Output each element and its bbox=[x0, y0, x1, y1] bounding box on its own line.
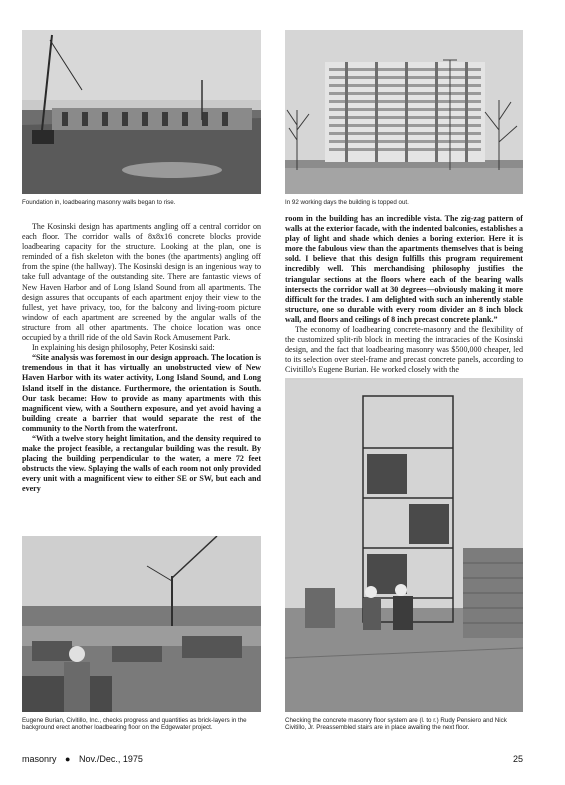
quote-paragraph: room in the building has an incredible vista. The zig-zag pattern of walls at the exterior facade, with the indented balconies, establishes a play of light and shade which denies a boring exterior. Here it is more the fabulous view than the apartments themselves that is being sold. I believe that this design fulfills this program requirement incredibly well. This merchandising philosophy justifies the triangular sections at the floors where each of the bearing walls intersects the corridor wall at 30 degrees—obviously making it more difficult for the trades. I am delighted with such an inherently stable structure, one so durable with every room divider an 8 inch block wall, and floors and ceilings of 8 inch precast concrete plank.” bbox=[285, 214, 523, 324]
photo-burian bbox=[22, 536, 261, 712]
quote-paragraph: “Site analysis was foremost in our design approach. The location is tremendous in that it has virtually an unobstructed view of New Haven Harbor with its water activity, Long Island Sound, and Long Island itself in the distance. Furthermore, the orientation is South. Our task became: How to provide as many apartments with this magnificent view, with a Southern exposure, and yet avoid having a building create a barrier that would separate the rest of the community to the North from the waterfront. bbox=[22, 353, 261, 433]
caption-topped-out: In 92 working days the building is topped out. bbox=[285, 199, 409, 206]
caption-floor-system: Checking the concrete masonry floor system are (l. to r.) Rudy Pensiero and Nick Civitillo, Jr. Preassembled stairs are in place awaiting the next floor. bbox=[285, 717, 507, 732]
bullet-icon: ● bbox=[65, 754, 71, 764]
page-number: 25 bbox=[512, 754, 523, 764]
photo-foundation bbox=[22, 30, 261, 194]
quote-paragraph: “With a twelve story height limitation, and the density required to make the project feasible, a rectangular building was the result. By placing the building perpendicular to the water, a mere 72 feet obstructs the view. Splaying the walls of each room not only provided every unit with a magnificent view to either SE or SW, but each and every bbox=[22, 433, 261, 494]
paragraph: The Kosinski design has apartments angling off a central corridor on each floor. The corridor walls of 8x8x16 concrete blocks provide loadbearing capacity for the structure. Looking at the plan, one is reminded of a fish skeleton with the bones (the apartments) angling off from the spine (the hallway). The Kosinski design is an ingenious way to take full advantage of the outstanding site. There are fantastic views of New Haven Harbor and of Long Island Sound from all apartments. The design assures that occupants of each apartment enjoy their view to the fullest, yet have privacy, too, for the balcony and living-room picture window of each apartment are screened by the angular walls of the structure from all other apartments. The choice location was once occupied by a thrill ride of the old Savin Rock Amusement Park. bbox=[22, 222, 261, 343]
caption-foundation: Foundation in, loadbearing masonry walls began to rise. bbox=[22, 199, 176, 206]
caption-burian: Eugene Burian, Civitillo, Inc., checks progress and quantities as brick-layers in the background erect another loadbearing floor on the Edgewater project. bbox=[22, 717, 247, 732]
page-footer bbox=[22, 754, 523, 764]
paragraph: The economy of loadbearing concrete-masonry and the flexibility of the customized split-rib block in meeting the intracacies of the Kosinski design, and the fact that loadbearing masonry was $500,000 cheaper, led to its selection over steel-frame and precast concrete panels, according to Civitillo's Eugene Burian. He worked closely with the bbox=[285, 325, 523, 375]
photo-topped-out bbox=[285, 30, 523, 194]
right-text-column bbox=[285, 214, 523, 376]
photo-floor-system bbox=[285, 378, 523, 712]
left-text-column bbox=[22, 222, 261, 495]
magazine-name: masonry bbox=[22, 754, 57, 764]
paragraph: In explaining his design philosophy, Peter Kosinski said: bbox=[32, 343, 215, 353]
issue-date: Nov./Dec., 1975 bbox=[78, 754, 143, 764]
